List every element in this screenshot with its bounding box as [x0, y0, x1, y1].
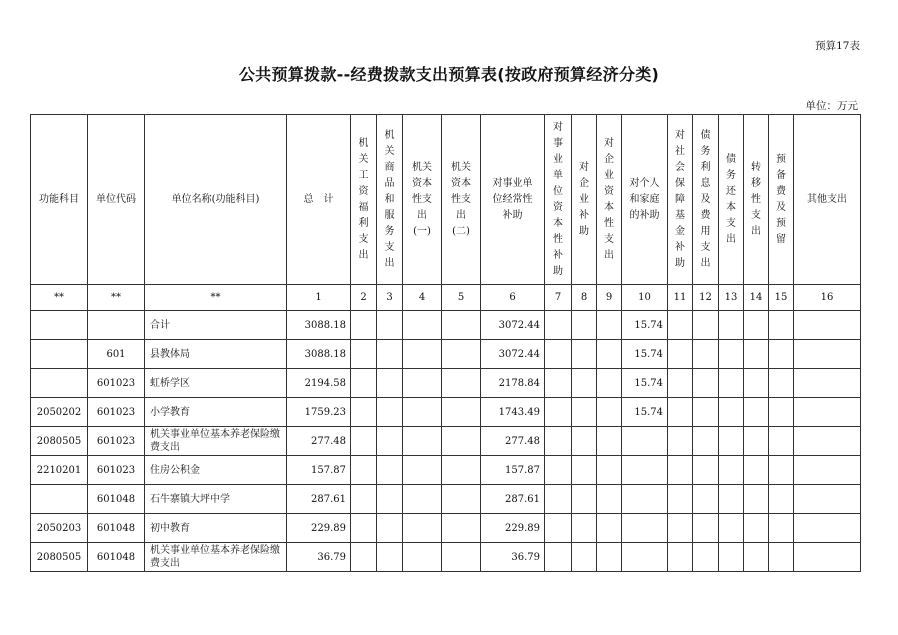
cell-empty [719, 311, 744, 340]
cell-empty [545, 427, 572, 456]
cell-empty [545, 485, 572, 514]
cell-func: 2050203 [31, 514, 88, 543]
index-cell: 1 [287, 285, 351, 311]
cell-name: 虹桥学区 [145, 369, 287, 398]
header-cell: 对 事 业 单 位 资 本 性 补 助 [545, 115, 572, 285]
cell-empty [403, 514, 442, 543]
cell-empty [597, 514, 622, 543]
cell-empty [597, 369, 622, 398]
cell-empty [572, 485, 597, 514]
cell-empty [769, 398, 794, 427]
cell-empty [403, 456, 442, 485]
cell-empty [597, 543, 622, 572]
cell-empty [377, 456, 403, 485]
cell-empty [442, 485, 481, 514]
index-cell: 5 [442, 285, 481, 311]
index-cell: 4 [403, 285, 442, 311]
cell-empty [719, 456, 744, 485]
cell-empty [545, 369, 572, 398]
table-row [31, 398, 861, 427]
cell-empty [442, 456, 481, 485]
cell-empty [442, 543, 481, 572]
cell-empty [668, 427, 693, 456]
cell-empty [693, 485, 719, 514]
cell-subsidy: 277.48 [481, 427, 545, 456]
cell-empty [572, 427, 597, 456]
table-row [31, 456, 861, 485]
index-cell: 14 [744, 285, 769, 311]
cell-personal [622, 514, 668, 543]
index-cell: ** [31, 285, 88, 311]
cell-subsidy: 1743.49 [481, 398, 545, 427]
cell-empty [719, 398, 744, 427]
cell-empty [442, 398, 481, 427]
cell-empty [668, 543, 693, 572]
cell-empty [572, 456, 597, 485]
budget-table [30, 114, 861, 572]
document-code: 预算17表 [815, 40, 860, 52]
cell-name: 合计 [145, 311, 287, 340]
cell-empty [769, 427, 794, 456]
index-cell: 12 [693, 285, 719, 311]
cell-empty [597, 311, 622, 340]
cell-subsidy: 287.61 [481, 485, 545, 514]
header-cell: 对 社 会 保 障 基 金 补 助 [668, 115, 693, 285]
cell-empty [377, 311, 403, 340]
cell-empty [377, 340, 403, 369]
header-cell: 其他支出 [794, 115, 861, 285]
header-cell: 债 务 利 息 及 费 用 支 出 [693, 115, 719, 285]
cell-empty [351, 427, 377, 456]
cell-empty [572, 543, 597, 572]
cell-empty [545, 543, 572, 572]
cell-empty [377, 398, 403, 427]
cell-empty [693, 398, 719, 427]
cell-name: 机关事业单位基本养老保险缴费支出 [145, 427, 287, 456]
cell-empty [668, 514, 693, 543]
cell-code: 601023 [88, 427, 145, 456]
cell-empty [769, 369, 794, 398]
table-row [31, 369, 861, 398]
table-row [31, 340, 861, 369]
index-cell: 16 [794, 285, 861, 311]
cell-empty [693, 543, 719, 572]
cell-empty [693, 514, 719, 543]
cell-empty [769, 514, 794, 543]
cell-empty [794, 514, 861, 543]
cell-empty [719, 427, 744, 456]
cell-empty [351, 311, 377, 340]
cell-empty [442, 514, 481, 543]
header-cell: 预 备 费 及 预 留 [769, 115, 794, 285]
table-row [31, 543, 861, 572]
cell-empty [693, 311, 719, 340]
cell-empty [794, 311, 861, 340]
cell-empty [693, 369, 719, 398]
cell-code: 601048 [88, 543, 145, 572]
index-cell: 7 [545, 285, 572, 311]
cell-empty [668, 369, 693, 398]
cell-empty [377, 369, 403, 398]
index-row [31, 285, 861, 311]
cell-empty [351, 398, 377, 427]
cell-empty [442, 369, 481, 398]
index-cell: 9 [597, 285, 622, 311]
cell-empty [403, 311, 442, 340]
cell-empty [442, 340, 481, 369]
cell-name: 初中教育 [145, 514, 287, 543]
cell-empty [572, 340, 597, 369]
index-cell: 11 [668, 285, 693, 311]
cell-empty [403, 398, 442, 427]
header-cell: 对 企 业 补 助 [572, 115, 597, 285]
cell-func: 2080505 [31, 427, 88, 456]
cell-empty [403, 340, 442, 369]
cell-total: 157.87 [287, 456, 351, 485]
cell-func [31, 369, 88, 398]
cell-empty [744, 514, 769, 543]
cell-personal [622, 427, 668, 456]
cell-empty [442, 311, 481, 340]
cell-empty [794, 398, 861, 427]
cell-empty [351, 543, 377, 572]
cell-empty [794, 427, 861, 456]
cell-personal: 15.74 [622, 398, 668, 427]
index-cell: 10 [622, 285, 668, 311]
cell-empty [403, 543, 442, 572]
cell-total: 2194.58 [287, 369, 351, 398]
cell-empty [794, 340, 861, 369]
cell-empty [597, 485, 622, 514]
cell-empty [597, 427, 622, 456]
cell-empty [719, 369, 744, 398]
cell-empty [668, 340, 693, 369]
cell-empty [351, 514, 377, 543]
cell-empty [377, 514, 403, 543]
header-cell: 转 移 性 支 出 [744, 115, 769, 285]
index-cell: 6 [481, 285, 545, 311]
index-cell: 13 [719, 285, 744, 311]
cell-subsidy: 229.89 [481, 514, 545, 543]
cell-empty [769, 456, 794, 485]
cell-empty [769, 485, 794, 514]
table-row [31, 427, 861, 456]
cell-empty [377, 543, 403, 572]
cell-personal: 15.74 [622, 369, 668, 398]
header-cell: 单位代码 [88, 115, 145, 285]
cell-total: 3088.18 [287, 311, 351, 340]
cell-empty [668, 398, 693, 427]
header-cell: 债 务 还 本 支 出 [719, 115, 744, 285]
cell-empty [744, 427, 769, 456]
cell-empty [572, 514, 597, 543]
header-cell: 对 企 业 资 本 性 支 出 [597, 115, 622, 285]
cell-subsidy: 3072.44 [481, 311, 545, 340]
header-cell: 功能科目 [31, 115, 88, 285]
cell-subsidy: 3072.44 [481, 340, 545, 369]
cell-empty [794, 369, 861, 398]
cell-empty [744, 340, 769, 369]
cell-empty [545, 456, 572, 485]
cell-name: 小学教育 [145, 398, 287, 427]
page-title: 公共预算拨款--经费拨款支出预算表(按政府预算经济分类) [238, 65, 660, 84]
cell-func [31, 340, 88, 369]
cell-empty [668, 485, 693, 514]
cell-empty [668, 456, 693, 485]
cell-empty [545, 514, 572, 543]
cell-subsidy: 2178.84 [481, 369, 545, 398]
cell-code: 601 [88, 340, 145, 369]
cell-empty [572, 398, 597, 427]
cell-empty [719, 340, 744, 369]
cell-empty [377, 485, 403, 514]
cell-func: 2210201 [31, 456, 88, 485]
cell-empty [794, 543, 861, 572]
cell-empty [693, 427, 719, 456]
cell-total: 3088.18 [287, 340, 351, 369]
cell-total: 1759.23 [287, 398, 351, 427]
cell-func [31, 485, 88, 514]
cell-name: 机关事业单位基本养老保险缴费支出 [145, 543, 287, 572]
header-row [31, 115, 861, 285]
cell-empty [719, 543, 744, 572]
cell-empty [668, 311, 693, 340]
index-cell: ** [88, 285, 145, 311]
header-cell: 机 关 工 资 福 利 支 出 [351, 115, 377, 285]
cell-empty [597, 340, 622, 369]
cell-func: 2080505 [31, 543, 88, 572]
cell-total: 277.48 [287, 427, 351, 456]
cell-empty [403, 427, 442, 456]
header-cell: 总 计 [287, 115, 351, 285]
cell-empty [351, 340, 377, 369]
cell-empty [545, 311, 572, 340]
cell-empty [744, 485, 769, 514]
index-cell: 8 [572, 285, 597, 311]
cell-total: 36.79 [287, 543, 351, 572]
cell-empty [794, 485, 861, 514]
header-cell: 单位名称(功能科目) [145, 115, 287, 285]
cell-empty [693, 456, 719, 485]
cell-func [31, 311, 88, 340]
cell-empty [442, 427, 481, 456]
index-cell: 2 [351, 285, 377, 311]
cell-code: 601023 [88, 369, 145, 398]
cell-empty [545, 340, 572, 369]
cell-empty [744, 456, 769, 485]
cell-total: 287.61 [287, 485, 351, 514]
cell-code [88, 311, 145, 340]
cell-empty [403, 485, 442, 514]
header-cell: 对个人 和家庭 的补助 [622, 115, 668, 285]
cell-empty [377, 427, 403, 456]
index-cell: 3 [377, 285, 403, 311]
cell-name: 住房公积金 [145, 456, 287, 485]
cell-empty [572, 369, 597, 398]
cell-personal: 15.74 [622, 340, 668, 369]
table-row [31, 514, 861, 543]
table-row [31, 485, 861, 514]
cell-personal [622, 456, 668, 485]
cell-subsidy: 36.79 [481, 543, 545, 572]
cell-code: 601023 [88, 398, 145, 427]
index-cell: ** [145, 285, 287, 311]
cell-subsidy: 157.87 [481, 456, 545, 485]
cell-empty [744, 543, 769, 572]
index-cell: 15 [769, 285, 794, 311]
cell-empty [693, 340, 719, 369]
cell-empty [744, 398, 769, 427]
cell-name: 石牛寨镇大坪中学 [145, 485, 287, 514]
cell-empty [572, 311, 597, 340]
header-cell: 机关 资本 性支 出 (一) [403, 115, 442, 285]
cell-code: 601048 [88, 514, 145, 543]
cell-empty [719, 514, 744, 543]
cell-name: 县教体局 [145, 340, 287, 369]
cell-personal [622, 543, 668, 572]
cell-personal: 15.74 [622, 311, 668, 340]
header-cell: 机 关 商 品 和 服 务 支 出 [377, 115, 403, 285]
cell-empty [351, 485, 377, 514]
cell-code: 601048 [88, 485, 145, 514]
cell-empty [597, 398, 622, 427]
cell-total: 229.89 [287, 514, 351, 543]
cell-empty [769, 340, 794, 369]
cell-empty [545, 398, 572, 427]
cell-empty [769, 311, 794, 340]
cell-personal [622, 485, 668, 514]
unit-label: 单位：万元 [805, 100, 858, 112]
cell-code: 601023 [88, 456, 145, 485]
cell-empty [769, 543, 794, 572]
cell-empty [719, 485, 744, 514]
cell-empty [744, 311, 769, 340]
cell-empty [351, 456, 377, 485]
cell-empty [744, 369, 769, 398]
header-cell: 机关 资本 性支 出 (二) [442, 115, 481, 285]
cell-empty [403, 369, 442, 398]
table-row [31, 311, 861, 340]
cell-empty [597, 456, 622, 485]
cell-func: 2050202 [31, 398, 88, 427]
cell-empty [351, 369, 377, 398]
cell-empty [794, 456, 861, 485]
header-cell: 对事业单 位经常性 补助 [481, 115, 545, 285]
